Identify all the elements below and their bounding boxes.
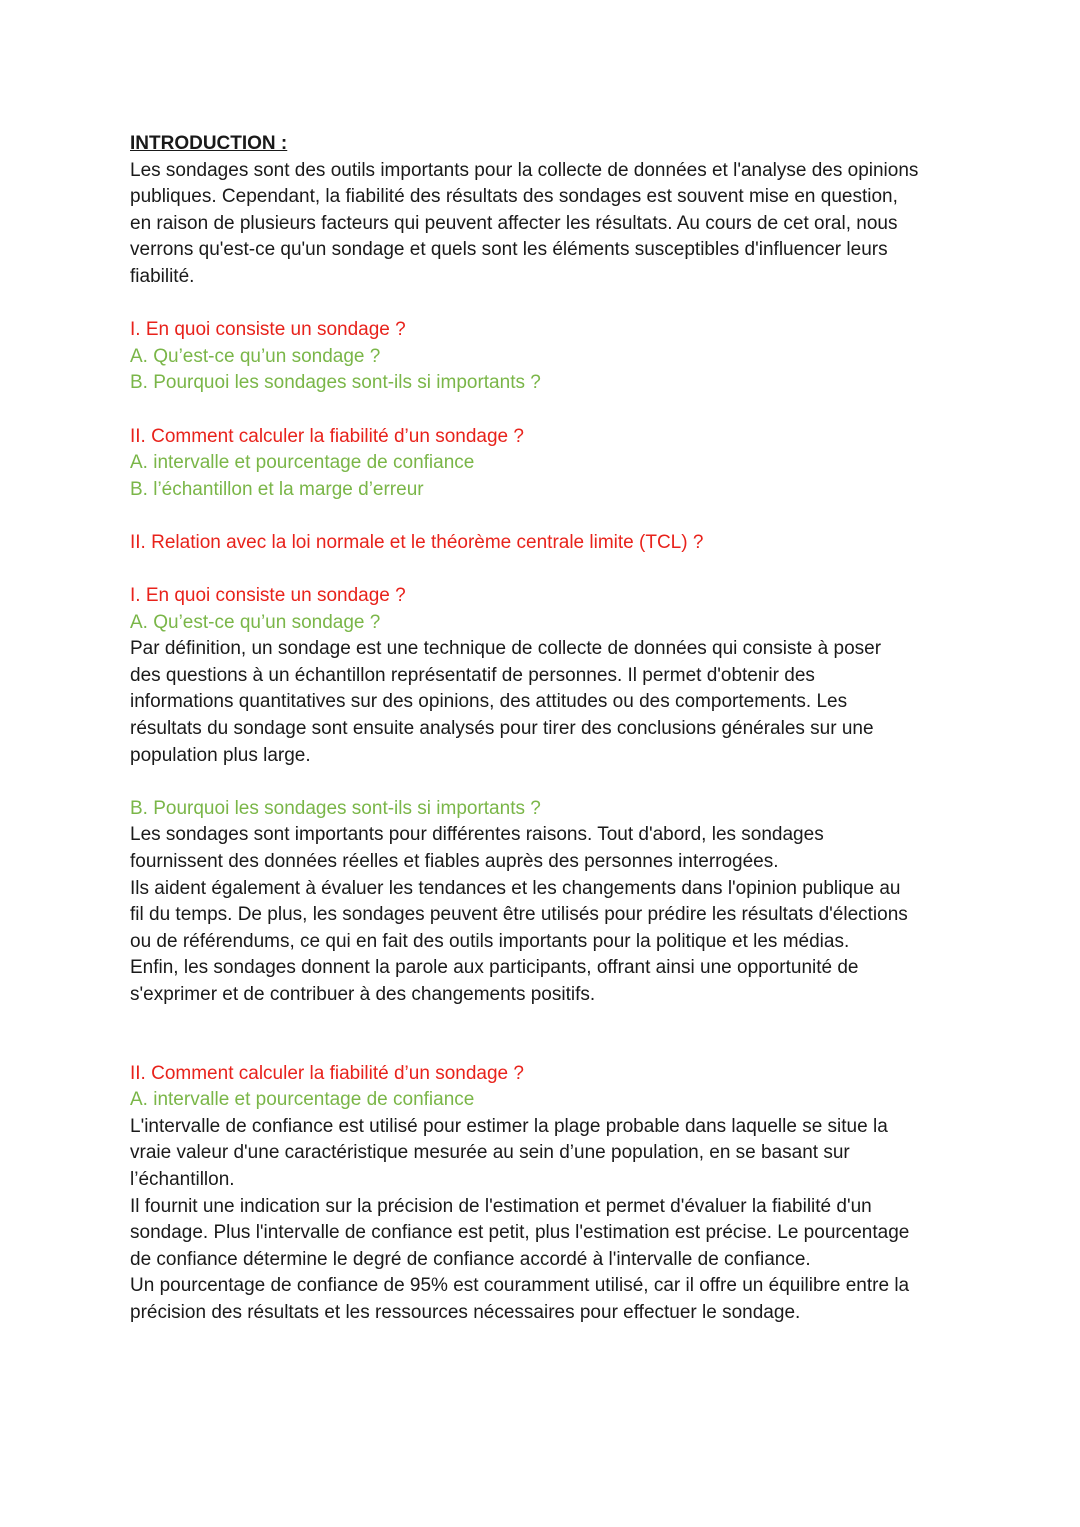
paragraph-line: vraie valeur d'une caractéristique mesurée au sein d’une population, en se basant sur [130, 1142, 850, 1164]
paragraph-line: précision des résultats et les ressources nécessaires pour effectuer le sondage. [130, 1301, 801, 1323]
intro-paragraph [130, 158, 960, 291]
paragraph-line: résultats du sondage sont ensuite analysés pour tirer des conclusions générales sur une [130, 718, 874, 740]
section-1 [130, 583, 960, 1009]
intro-line: en raison de plusieurs facteurs qui peuvent affecter les résultats. Au cours de cet oral, nous [130, 212, 898, 234]
paragraph-line: L'intervalle de confiance est utilisé pour estimer la plage probable dans laquelle se situe la [130, 1115, 888, 1137]
section-1-b-title: B. Pourquoi les sondages sont-ils si importants ? [130, 797, 541, 819]
intro-line: publiques. Cependant, la fiabilité des résultats des sondages est souvent mise en question, [130, 186, 898, 208]
paragraph-line: sondage. Plus l'intervalle de confiance est petit, plus l'estimation est précise. Le pourcentage [130, 1222, 910, 1244]
paragraph-line: Par définition, un sondage est une technique de collecte de données qui consiste à poser [130, 638, 882, 660]
intro-line: fiabilité. [130, 265, 195, 287]
section-1-b-paragraph [130, 822, 960, 1008]
paragraph-line: des questions à un échantillon représentatif de personnes. Il permet d'obtenir des [130, 664, 815, 686]
outline-part-1-b: B. Pourquoi les sondages sont-ils si importants ? [130, 372, 541, 394]
paragraph-line: l’échantillon. [130, 1168, 235, 1190]
paragraph-line: Ils aident également à évaluer les tendances et les changements dans l'opinion publique au [130, 877, 901, 899]
section-1-title: I. En quoi consiste un sondage ? [130, 585, 406, 607]
document-page [130, 131, 960, 1327]
paragraph-line: de confiance détermine le degré de confiance accordé à l'intervalle de confiance. [130, 1248, 811, 1270]
paragraph-line: population plus large. [130, 744, 311, 766]
paragraph-line: fil du temps. De plus, les sondages peuvent être utilisés pour prédire les résultats d'élections [130, 904, 908, 926]
outline-part-1-a: A. Qu’est-ce qu’un sondage ? [130, 345, 381, 367]
paragraph-line: Un pourcentage de confiance de 95% est couramment utilisé, car il offre un équilibre entre la [130, 1275, 910, 1297]
paragraph-line: Il fournit une indication sur la précision de l'estimation et permet d'évaluer la fiabilité d'un [130, 1195, 872, 1217]
outline-part-2-a: A. intervalle et pourcentage de confiance [130, 452, 475, 474]
outline-part-3-title: II. Relation avec la loi normale et le théorème centrale limite (TCL) ? [130, 531, 704, 553]
outline-part-2 [130, 424, 960, 504]
section-1-a-title: A. Qu’est-ce qu’un sondage ? [130, 611, 381, 633]
section-2-a-title: A. intervalle et pourcentage de confiance [130, 1089, 475, 1111]
section-1-a-paragraph [130, 636, 960, 769]
intro-heading: INTRODUCTION : [130, 133, 288, 154]
intro-line: verrons qu'est-ce qu'un sondage et quels sont les éléments susceptibles d'influencer leurs [130, 239, 888, 261]
section-2 [130, 1061, 960, 1327]
paragraph-line: Enfin, les sondages donnent la parole aux participants, offrant ainsi une opportunité de [130, 957, 859, 979]
outline-part-2-title: II. Comment calculer la fiabilité d’un sondage ? [130, 425, 524, 447]
outline-part-1 [130, 317, 960, 397]
paragraph-line: s'exprimer et de contribuer à des changements positifs. [130, 984, 596, 1005]
paragraph-line: fournissent des données réelles et fiables auprès des personnes interrogées. [130, 851, 779, 873]
intro-line: Les sondages sont des outils importants pour la collecte de données et l'analyse des opinions [130, 159, 919, 181]
paragraph-line: informations quantitatives sur des opinions, des attitudes ou des comportements. Les [130, 691, 848, 713]
outline-part-2-b: B. l’échantillon et la marge d’erreur [130, 478, 424, 500]
paragraph-line: ou de référendums, ce qui en fait des outils importants pour la politique et les médias. [130, 930, 850, 952]
outline-part-1-title: I. En quoi consiste un sondage ? [130, 319, 406, 341]
section-2-title: II. Comment calculer la fiabilité d’un sondage ? [130, 1062, 524, 1084]
section-2-a-paragraph [130, 1114, 960, 1327]
paragraph-line: Les sondages sont importants pour différentes raisons. Tout d'abord, les sondages [130, 824, 824, 846]
